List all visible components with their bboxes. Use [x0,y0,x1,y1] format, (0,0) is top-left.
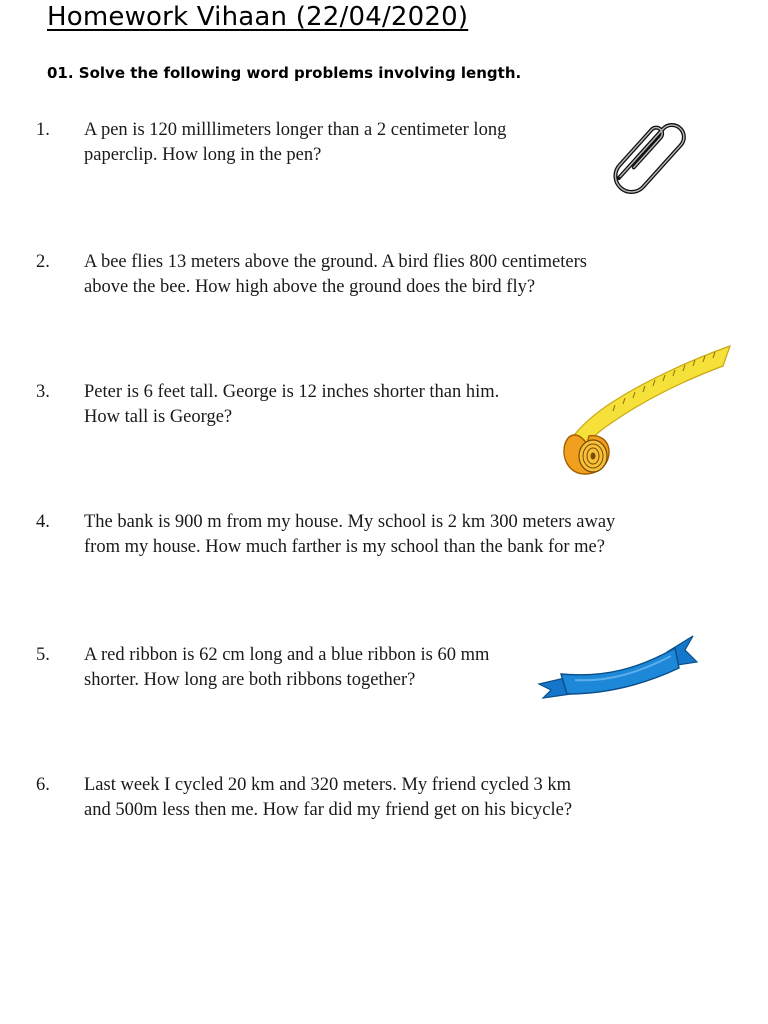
tape-measure-icon [555,340,735,478]
problem-line: above the bee. How high above the ground does the bird fly? [84,277,536,297]
problem-number: 1. [36,120,50,140]
problem-line: shorter. How long are both ribbons together? [84,670,416,690]
problem-number: 4. [36,512,50,532]
problem-text [84,643,489,693]
problem-line: Peter is 6 feet tall. George is 12 inches shorter than him. [84,382,500,402]
problem-number: 2. [36,252,50,272]
problem-line: How tall is George? [84,407,233,427]
problem-line: A bee flies 13 meters above the ground. A bird flies 800 centimeters [84,252,587,272]
problem-line: from my house. How much farther is my school than the bank for me? [84,537,605,557]
problem-text [84,118,506,168]
instruction-heading: 01. Solve the following word problems involving length. [47,64,522,82]
problem-text [84,380,499,430]
problem-line: Last week I cycled 20 km and 320 meters. My friend cycled 3 km [84,775,572,795]
problem-number: 5. [36,645,50,665]
problem-number: 6. [36,775,50,795]
problem-text [84,773,572,823]
problem-text [84,250,587,300]
ribbon-icon [535,632,700,702]
problem-text [84,510,615,560]
problem-number: 3. [36,382,50,402]
page-title: Homework Vihaan (22/04/2020) [47,2,469,32]
problem-line: paperclip. How long in the pen? [84,145,322,165]
problem-line: A red ribbon is 62 cm long and a blue ribbon is 60 mm [84,645,490,665]
problem-line: The bank is 900 m from my house. My school is 2 km 300 meters away [84,512,616,532]
paperclip-icon [603,107,703,203]
problem-line: and 500m less then me. How far did my friend get on his bicycle? [84,800,573,820]
problem-line: A pen is 120 milllimeters longer than a 2 centimeter long [84,120,507,140]
